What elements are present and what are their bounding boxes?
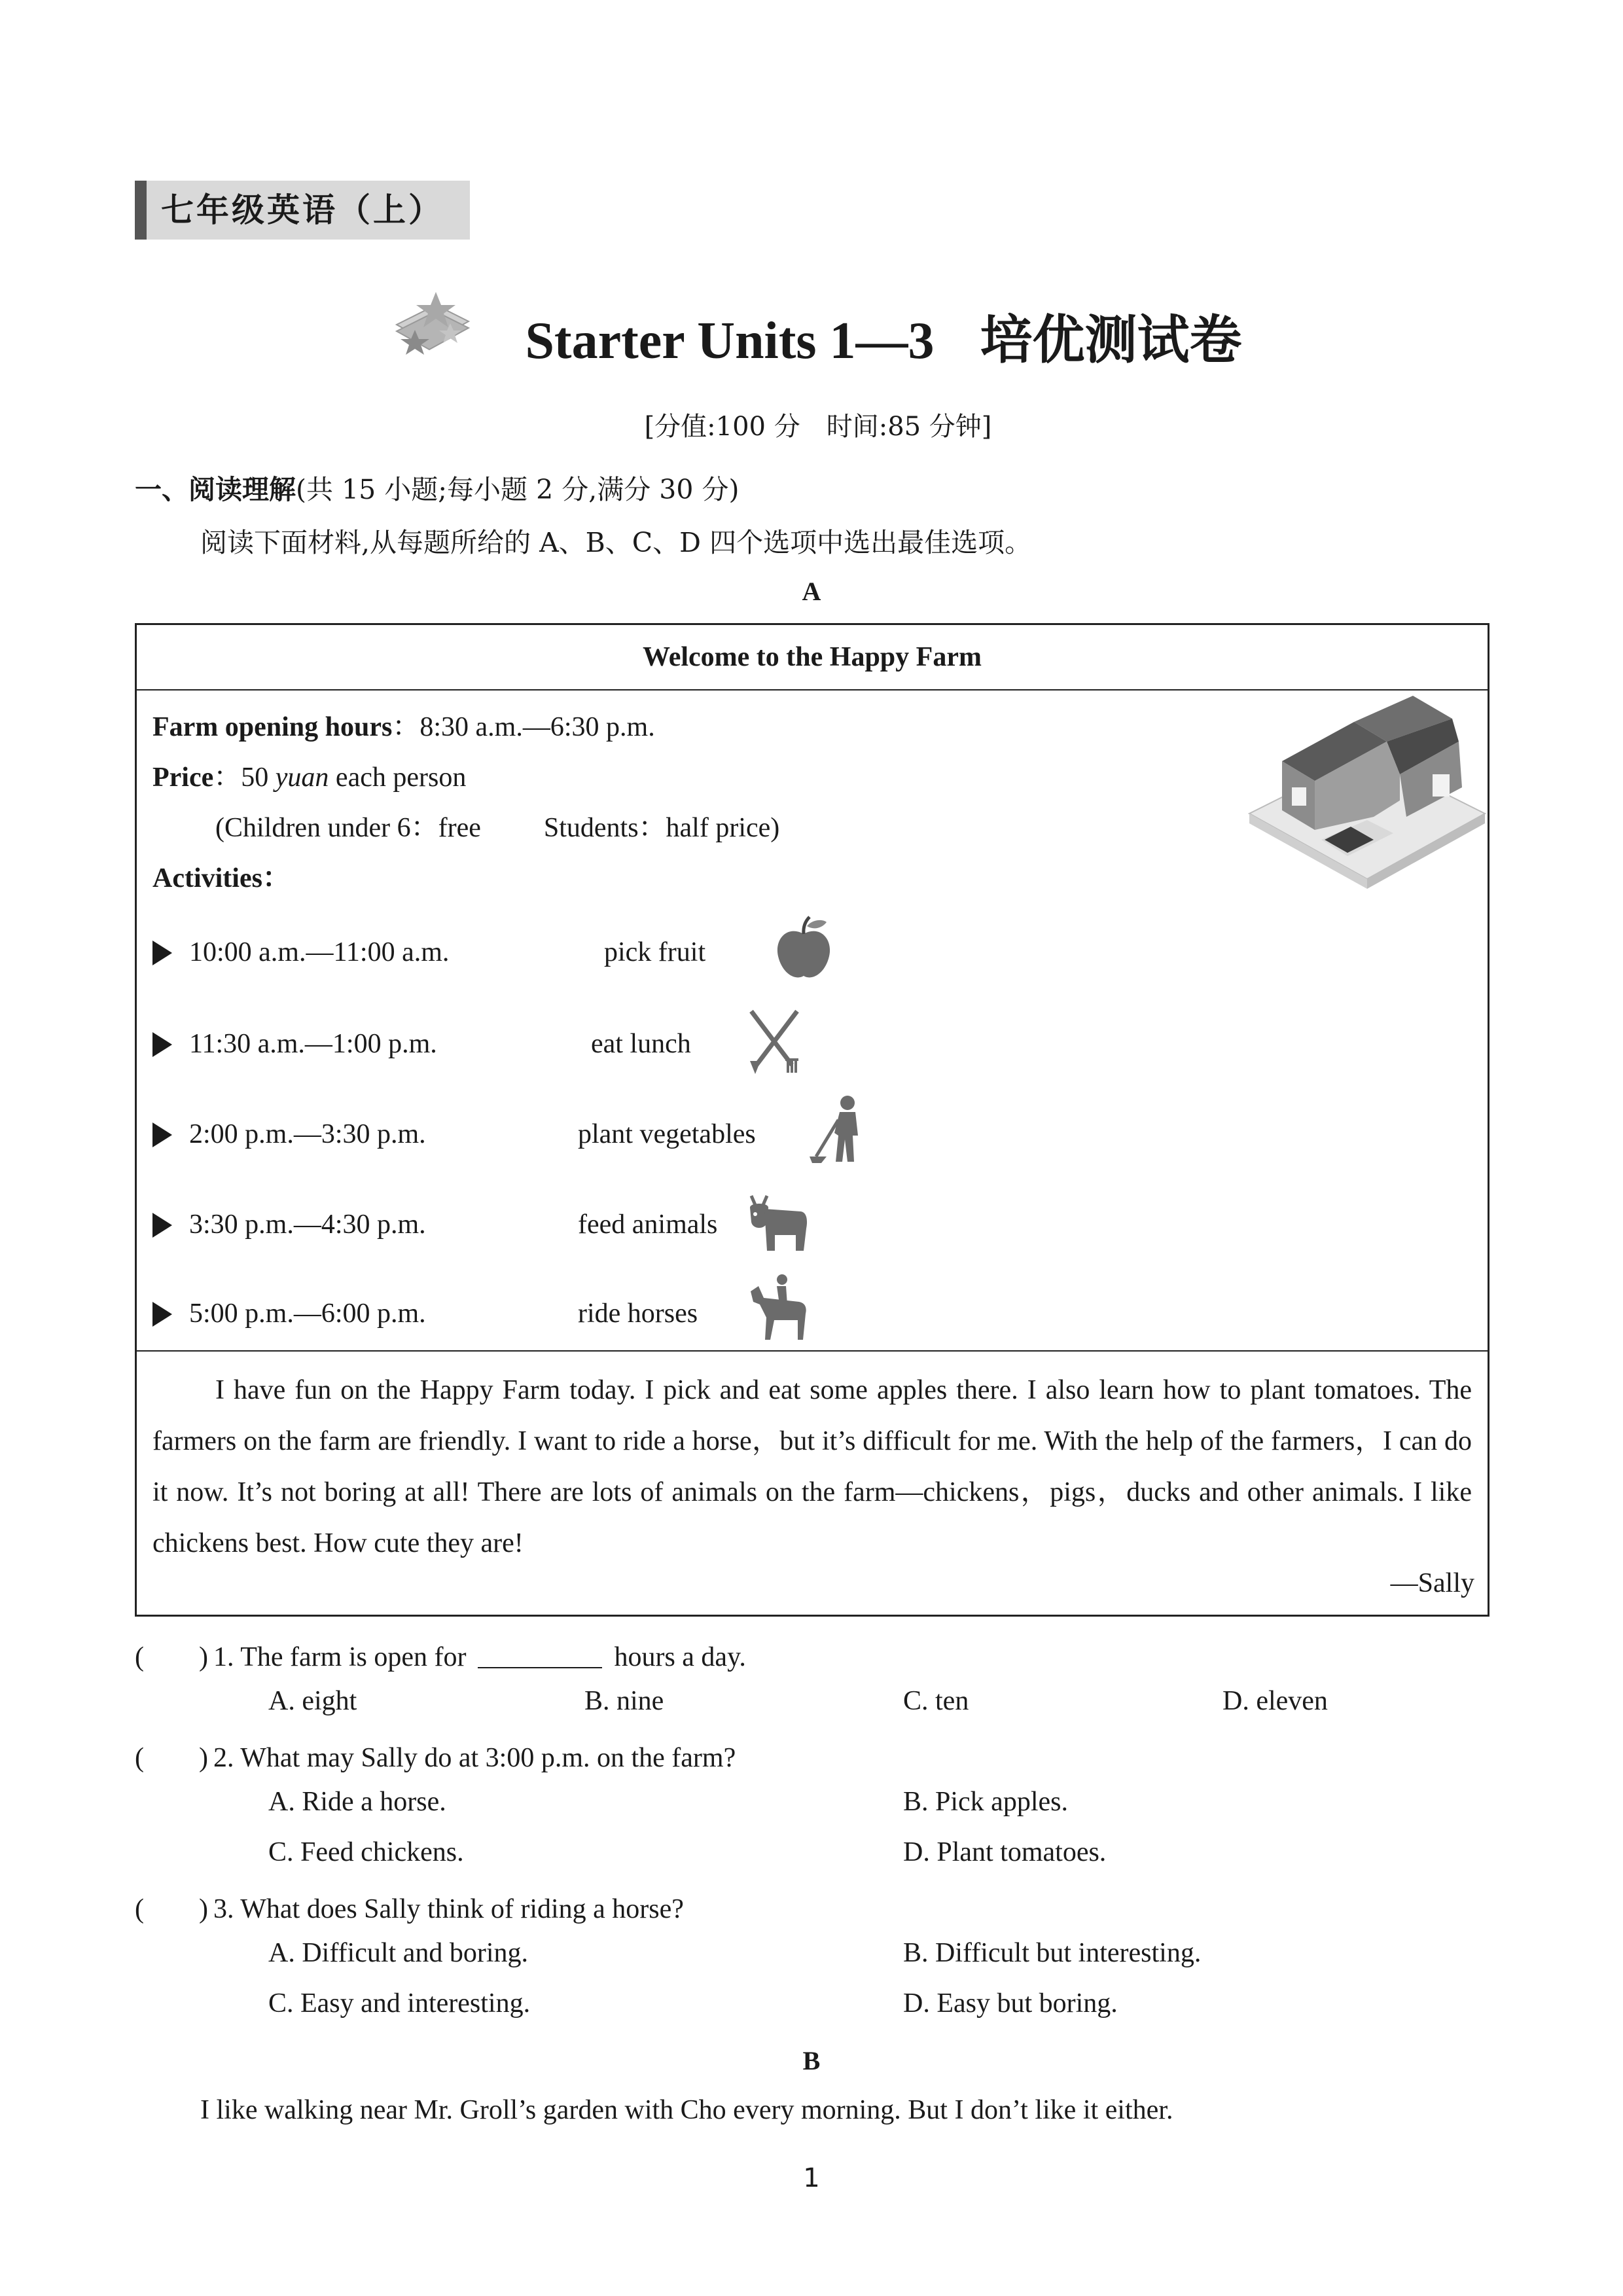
title-chinese: 培优测试卷 <box>980 310 1242 370</box>
activity-time: 2:00 p.m.—3:30 p.m. <box>189 1119 426 1149</box>
price-value-pre: ：50 <box>213 762 276 793</box>
option[interactable]: C. Feed chickens. <box>268 1837 464 1867</box>
option[interactable]: D. Easy but boring. <box>903 1988 1118 2018</box>
notice-info <box>152 702 779 904</box>
diary-text: I have fun on the Happy Farm today. I pick and eat some apples there. I also learn how to plant tomatoes. The farmers on the farm are friendly. I want to ride a horse，but it’s difficult for me. With the help of the farmers，I can do it now. It’s not boring at all! There are lots of animals on the farm—chickens，pigs，ducks and other animals. I like chickens best. How cute they are! <box>152 1375 1472 1558</box>
hours-label: Farm opening hours <box>152 712 393 742</box>
instructions: 阅读下面材料,从每题所给的 A、B、C、D 四个选项中选出最佳选项。 <box>200 527 1032 558</box>
activity-time: 10:00 a.m.—11:00 a.m. <box>189 937 450 967</box>
notice-divider <box>137 1350 1488 1352</box>
answer-paren[interactable]: ( ) <box>135 1743 208 1773</box>
option[interactable]: B. nine <box>584 1686 664 1716</box>
option[interactable]: C. ten <box>903 1686 969 1716</box>
option[interactable]: C. Easy and interesting. <box>268 1988 531 2018</box>
question-2 <box>135 1736 736 1775</box>
answer-paren[interactable]: ( ) <box>135 1642 208 1672</box>
farm-house-icon <box>1243 689 1491 892</box>
activity-name: ride horses <box>578 1299 698 1329</box>
activity-name: feed animals <box>578 1210 718 1240</box>
triangle-bullet-icon <box>152 1302 172 1327</box>
activities-label <box>152 853 779 904</box>
activity-name: eat lunch <box>591 1029 691 1059</box>
notice-title: Welcome to the Happy Farm <box>137 625 1488 691</box>
activity-time: 11:30 a.m.—1:00 p.m. <box>189 1029 437 1059</box>
passage-b-text: I like walking near Mr. Groll’s garden with Cho every morning. But I don’t like it either. <box>200 2095 1173 2125</box>
option[interactable]: B. Pick apples. <box>903 1787 1068 1817</box>
section-heading <box>135 468 739 507</box>
question-1 <box>135 1635 746 1674</box>
option[interactable]: A. Difficult and boring. <box>268 1938 528 1968</box>
apple-icon <box>768 913 840 985</box>
triangle-bullet-icon <box>152 941 172 965</box>
answer-blank <box>478 1641 602 1668</box>
option[interactable]: A. Ride a horse. <box>268 1787 446 1817</box>
passage-label-a: A <box>802 577 821 606</box>
answer-paren[interactable]: ( ) <box>135 1894 208 1924</box>
farm-notice-box <box>135 623 1489 1617</box>
title-english: Starter Units 1—3 <box>525 312 935 370</box>
price-note-children: (Children under 6：free <box>215 813 481 843</box>
hours-value: ：8:30 a.m.—6:30 p.m. <box>392 712 655 742</box>
activity-time: 3:30 p.m.—4:30 p.m. <box>189 1210 426 1240</box>
opening-hours <box>152 702 779 753</box>
question-3 <box>135 1887 684 1926</box>
question-text-pre: 1. The farm is open for <box>213 1642 467 1672</box>
question-text-post: hours a day. <box>614 1642 746 1672</box>
grade-tag: 七年级英语（上） <box>135 181 470 240</box>
garden-tools-icon <box>738 1005 810 1077</box>
activity-time: 5:00 p.m.—6:00 p.m. <box>189 1299 426 1329</box>
price-label: Price <box>152 762 214 793</box>
activity-name: pick fruit <box>604 937 706 967</box>
activities-label-text: Activities： <box>152 863 290 893</box>
page-title <box>0 298 1623 373</box>
price-value-post: each person <box>329 762 467 793</box>
section-heading-rest: (共 15 小题;每小题 2 分,满分 30 分) <box>296 474 740 505</box>
score-time-info: [分值:100 分 时间:85 分钟] <box>644 412 992 442</box>
price-note <box>152 803 779 853</box>
price-currency: yuan <box>275 762 329 793</box>
triangle-bullet-icon <box>152 1122 172 1147</box>
passage-label-b: B <box>802 2046 821 2075</box>
activity-name: plant vegetables <box>578 1119 756 1149</box>
triangle-bullet-icon <box>152 1032 172 1057</box>
horse-rider-icon <box>741 1272 813 1344</box>
option[interactable]: D. Plant tomatoes. <box>903 1837 1107 1867</box>
option[interactable]: A. eight <box>268 1686 357 1716</box>
cow-icon <box>738 1183 810 1255</box>
option[interactable]: B. Difficult but interesting. <box>903 1938 1202 1968</box>
question-text: 2. What may Sally do at 3:00 p.m. on the farm? <box>213 1743 736 1773</box>
section-heading-bold: 一、阅读理解 <box>135 474 296 505</box>
farmer-icon <box>807 1094 879 1166</box>
diary-signature: —Sally <box>1390 1568 1474 1598</box>
page-number: 1 <box>803 2163 820 2193</box>
price <box>152 753 779 803</box>
option[interactable]: D. eleven <box>1222 1686 1328 1716</box>
question-text: 3. What does Sally think of riding a horse? <box>213 1894 684 1924</box>
triangle-bullet-icon <box>152 1213 172 1238</box>
price-note-students: Students：half price) <box>543 813 780 843</box>
